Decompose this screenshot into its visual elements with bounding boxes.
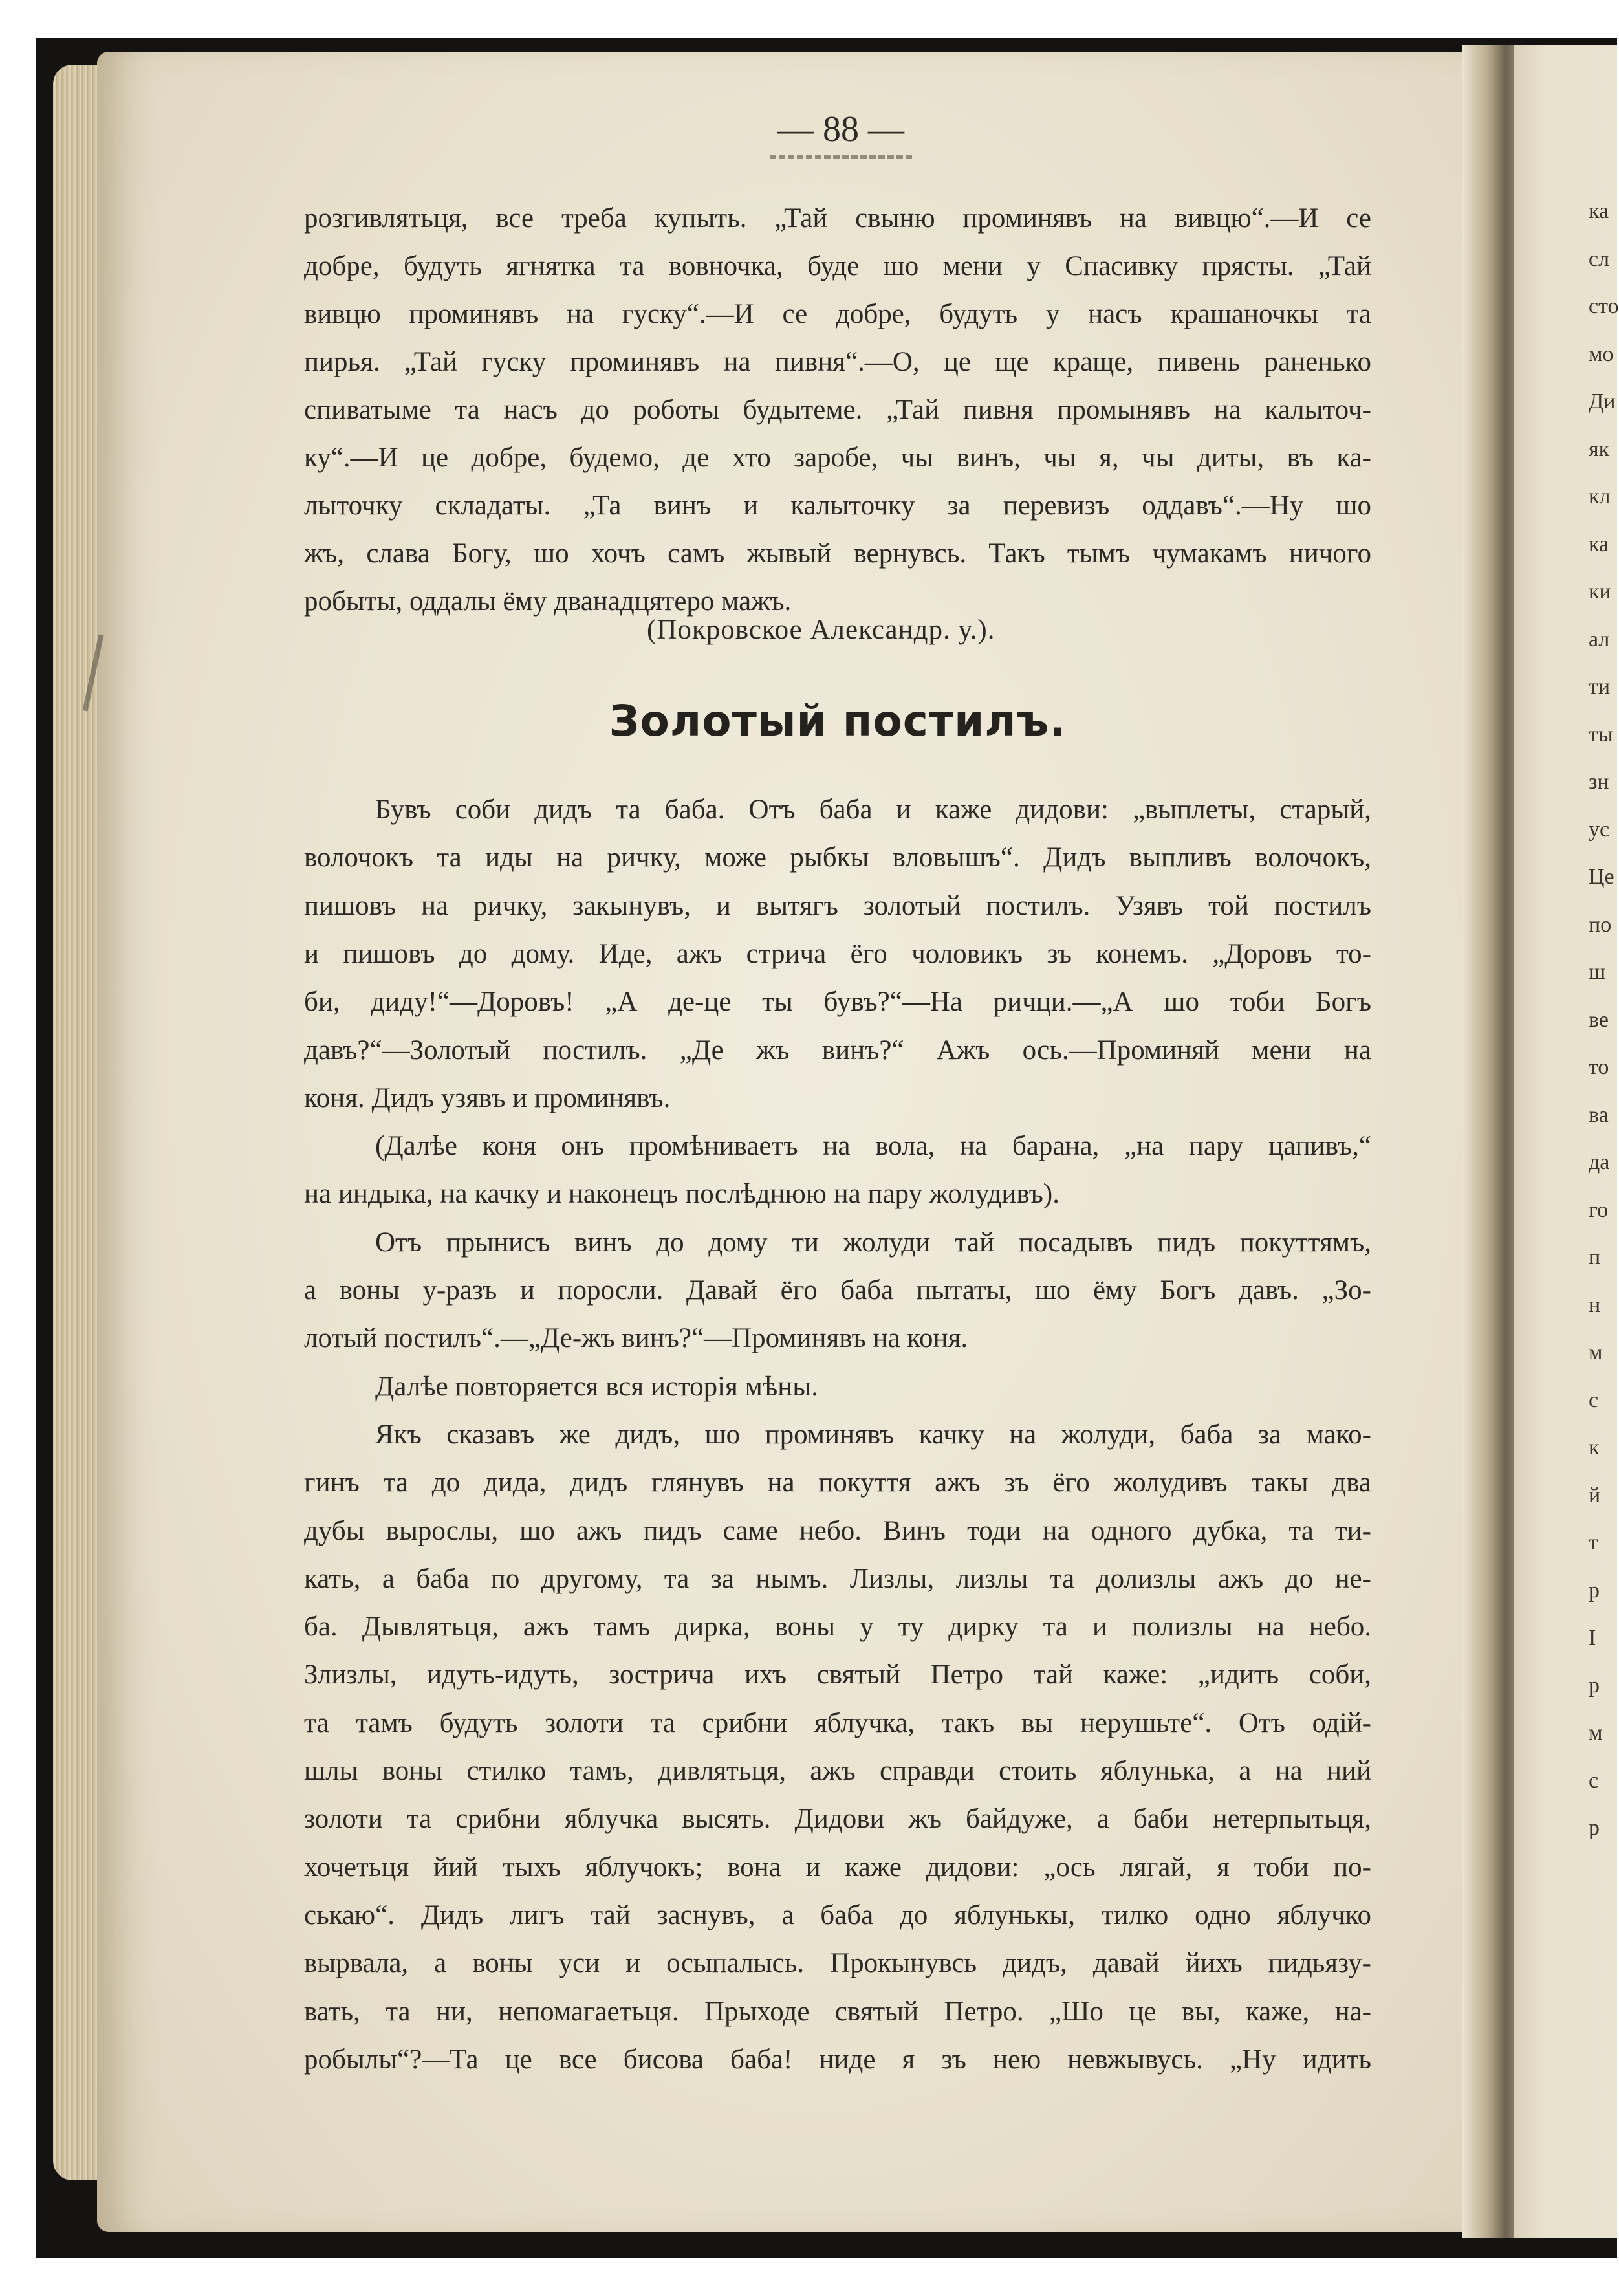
text-line: вырвала, а воны уси и осыпалысь. Прокынувсь дидъ, давай йихъ пидьязу- [304, 1948, 1371, 1979]
facing-page-fragment: да [1589, 1150, 1610, 1174]
facing-page-fragment: ва [1589, 1102, 1609, 1127]
text-line: волочокъ та иды на ричку, може рыбкы вловышъ“. Дидъ выпливъ волочокъ, [304, 842, 1371, 873]
text-line: та тамъ будуть золоти та срибни яблучка, такъ вы нерушьте“. Отъ одій- [304, 1707, 1371, 1738]
text-line: гинъ та до дида, дидъ глянувъ на покуття ажъ зъ ёго жолудивъ такы два [304, 1467, 1371, 1498]
facing-page-fragment: м [1589, 1721, 1603, 1745]
text-line: робылы“?—Та це все бисова баба! ниде я зъ нею невжывусь. „Ну идить [304, 2044, 1371, 2075]
facing-page-fragment: с [1589, 1768, 1599, 1793]
facing-page-fragment: зн [1589, 770, 1609, 794]
facing-page [1514, 45, 1617, 2238]
text-line: золоти та срибни яблучка высять. Дидови жъ байдуже, а баби нетерпытьця, [304, 1804, 1371, 1835]
facing-page-fragment: ти [1589, 675, 1611, 699]
page-number: — 88 — [777, 109, 904, 149]
facing-page-fragment: р [1589, 1673, 1600, 1698]
facing-page-fragment: сл [1589, 246, 1610, 271]
text-line: пишовъ на ричку, закынувъ, и вытягъ золотый постилъ. Узявъ той постилъ [304, 890, 1371, 921]
text-line: хочетьця йий тыхъ яблучокъ; вона и каже дидови: „ось лягай, я тоби по- [304, 1852, 1371, 1883]
text-line: ба. Дывлятьця, ажъ тамъ дирка, воны у ту дирку та и полизлы на небо. [304, 1612, 1371, 1643]
text-line: ськаю“. Дидъ лигъ тай заснувъ, а баба до яблунькы, тилко одно яблучко [304, 1899, 1371, 1930]
facing-page-fragment: р [1589, 1816, 1600, 1840]
text-line: лотый постилъ“.—„Де-жъ винъ?“—Проминявъ на коня. [304, 1323, 968, 1354]
facing-page-fragment: Це [1589, 865, 1614, 889]
facing-page-fragment: ал [1589, 627, 1610, 651]
text-line: би, диду!“—Доровъ! „А де-це ты бувъ?“—На ричци.—„А шо тоби Богъ [304, 987, 1371, 1018]
text-line: робыты, оддалы ёму дванадцятеро мажъ. [304, 586, 792, 617]
text-line: Далѣе повторяется вся исторія мѣны. [375, 1371, 818, 1402]
facing-page-fragment: м [1589, 1340, 1603, 1364]
facing-page-fragment: ус [1589, 817, 1610, 842]
text-line: дубы вырослы, шо ажъ пидъ саме небо. Винъ тоди на одного дубка, та ти- [304, 1515, 1371, 1546]
book-gutter [1462, 45, 1520, 2238]
source-attribution: (Покровское Александр. у.). [647, 615, 995, 645]
text-line: пирья. „Тай гуску проминявъ на пивня“.—О, це ще краще, пивень раненько [304, 347, 1371, 377]
text-line: Якъ сказавъ же дидъ, шо проминявъ качку на жолуди, баба за мако- [375, 1419, 1371, 1450]
facing-page-fragment: ки [1589, 580, 1611, 604]
facing-page-fragment: н [1589, 1293, 1601, 1317]
facing-page-fragment: ве [1589, 1007, 1609, 1032]
facing-page-fragment: як [1589, 437, 1610, 461]
text-line: лыточку складаты. „Та винъ и калыточку за перевизъ оддавъ“.—Ну шо [304, 490, 1371, 521]
text-line: добре, будуть ягнятка та вовночка, буде шо мени у Спасивку прясты. „Тай [304, 251, 1371, 281]
text-line: шлы воны стилко тамъ, дивлятьця, ажъ справди стоить яблунька, а на ний [304, 1756, 1371, 1786]
text-line: Злизлы, идуть-идуть, зострича ихъ святый Петро тай каже: „идить соби, [304, 1659, 1371, 1690]
facing-page-fragment: го [1589, 1197, 1609, 1222]
text-line: спиватыме та насъ до роботы будытеме. „Тай пивня промынявъ на калыточ- [304, 395, 1371, 425]
text-line: Отъ прынисъ винъ до дому ти жолуди тай посадывъ пидъ покуттямъ, [375, 1227, 1371, 1258]
text-line: вать, та ни, непомагаетьця. Прыходе святый Петро. „Шо це вы, каже, на- [304, 1996, 1371, 2027]
text-line: розгивлятьця, все треба купыть. „Тай свыню проминявъ на вивцю“.—И се [304, 203, 1371, 234]
text-line: (Далѣе коня онъ промѣниваетъ на вола, на барана, „на пару цапивъ,“ [375, 1131, 1371, 1162]
text-line: жъ, слава Богу, шо хочъ самъ жывый вернувсь. Такъ тымъ чумакамъ ничого [304, 538, 1371, 569]
facing-page-fragment: ка [1589, 532, 1609, 556]
facing-page-fragment: І [1589, 1626, 1596, 1650]
text-line: коня. Дидъ узявъ и проминявъ. [304, 1082, 671, 1113]
facing-page-fragment: р [1589, 1578, 1600, 1602]
facing-page-fragment: по [1589, 912, 1612, 937]
facing-page-fragment: ш [1589, 960, 1606, 984]
facing-page-fragment: мо [1589, 342, 1614, 366]
facing-page-fragment: с [1589, 1388, 1599, 1412]
facing-page-fragment: к [1589, 1436, 1600, 1460]
text-line: на индыка, на качку и наконецъ послѣднюю на пару жолудивъ). [304, 1179, 1059, 1210]
facing-page-fragment: то [1589, 1055, 1609, 1079]
text-line: давъ?“—Золотый постилъ. „Де жъ винъ?“ Ажъ ось.—Проминяй мени на [304, 1034, 1371, 1066]
story-title: Золотый постилъ. [609, 696, 1067, 746]
text-line: Бувъ соби дидъ та баба. Отъ баба и каже дидови: „выплеты, старый, [375, 794, 1371, 825]
facing-page-fragment: й [1589, 1483, 1601, 1507]
facing-page-fragment: сто [1589, 294, 1619, 318]
facing-page-fragment: кл [1589, 485, 1611, 508]
text-line: и пишовъ до дому. Иде, ажъ стрича ёго чоловикъ зъ конемъ. „Доровъ то- [304, 938, 1371, 969]
facing-page-fragment: ты [1589, 722, 1613, 747]
page-number-rule [770, 155, 912, 159]
text-line: ку“.—И це добре, будемо, де хто заробе, чы винъ, чы я, чы диты, въ ка- [304, 443, 1371, 473]
text-line: вивцю проминявъ на гуску“.—И се добре, будуть у насъ крашаночкы та [304, 299, 1371, 329]
facing-page-fragment: п [1589, 1245, 1601, 1269]
text-line: кать, а баба по другому, та за нымъ. Лизлы, лизлы та долизлы ажъ до не- [304, 1563, 1371, 1594]
facing-page-fragment: ка [1589, 199, 1609, 223]
facing-page-fragment: Ди [1589, 389, 1616, 413]
facing-page-fragment: т [1589, 1531, 1598, 1555]
text-line: а воны у-разъ и поросли. Давай ёго баба пытаты, шо ёму Богъ давъ. „Зо- [304, 1275, 1371, 1306]
